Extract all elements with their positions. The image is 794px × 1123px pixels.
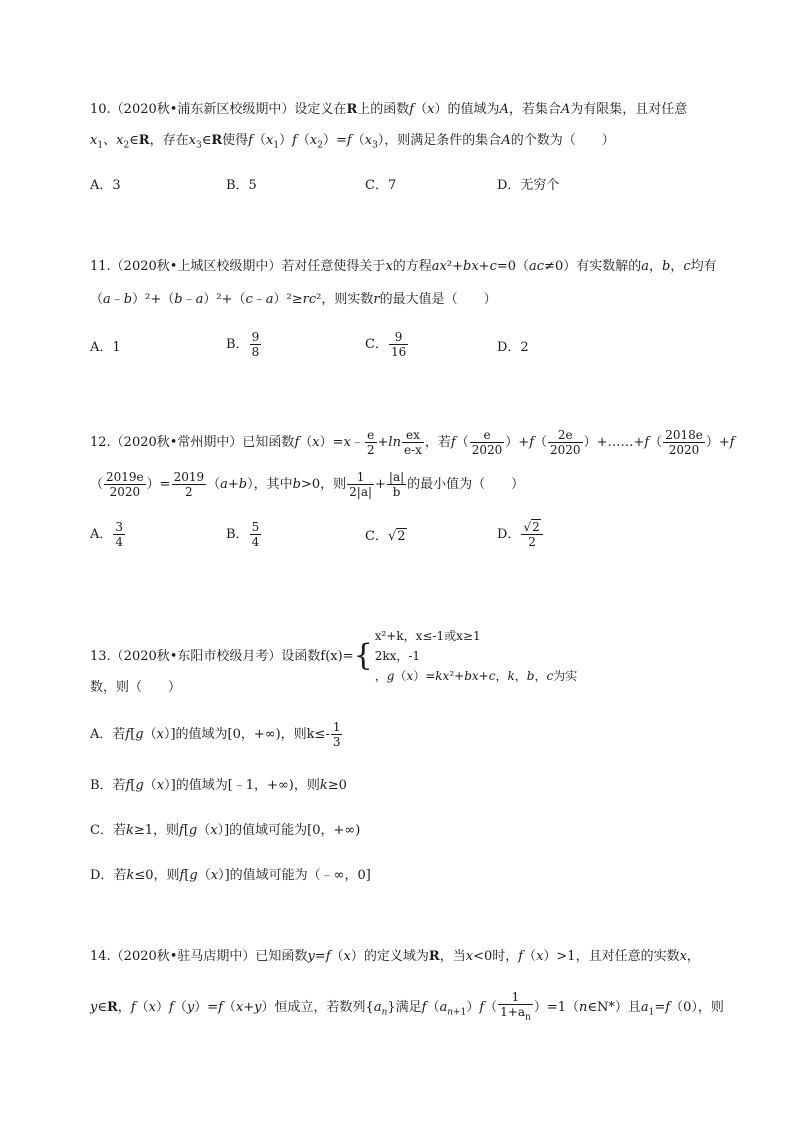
q10-line2: $x_1$、$x_2\in R$，存在$x_3\in R$使得$f(x_1)f(x_2)=f(x_3)$，则满足条件的集合A的个数为（ ） xyxy=(90,133,615,151)
q13-option-d: D．若k≤0，则f[g（x）]的值域可能为（﹣∞，0] xyxy=(90,868,371,883)
q13-option-c: C．若k≥1，则f[g（x）]的值域可能为[0，+∞) xyxy=(90,823,361,838)
q13-line2: 数，则（ ） xyxy=(90,680,182,695)
q12-option-d: D． $\frac{√2}{2}$ xyxy=(497,520,544,549)
q11-option-d: D．2 xyxy=(497,340,529,355)
q13-line1: 13.（2020秋•东阳市校级月考）设函数f(x)={ x²+k，x≤-1或x≥1 2kx，-1 ，g（x）=kx²+bx+c，k，b，c为实 xyxy=(90,629,578,683)
q14-line1: 14.（2020秋•驻马店期中）已知函数y=f（x）的定义域为R，当x<0时，f（x）>1，且对任意的实数x， xyxy=(90,949,700,964)
q10-option-b: B．5 xyxy=(226,178,257,193)
q14-line2: y∈R，f（x）f（y）=f（x+y）恒成立，若数列$\{a_n\}$满足$f(a_{n+1})f$（ $\frac{1}{1+a_n}$ ）=1（n∈N*）且$a_1=f(0)$，则 xyxy=(90,990,724,1023)
q10-option-d: D．无穷个 xyxy=(497,178,560,193)
q11-line1: 11.（2020秋•上城区校级期中）若对任意使得关于x的方程ax²+bx+c=0（ac≠0）有实数解的a，b，c均有 xyxy=(90,259,717,274)
q10-option-a: A．3 xyxy=(90,178,121,193)
q12-option-b: B． $\frac{5}{4}$ xyxy=(226,520,260,549)
q10-option-c: C．7 xyxy=(365,178,397,193)
q11-option-a: A．1 xyxy=(90,340,121,355)
q12-option-a: A． $\frac{3}{4}$ xyxy=(90,520,124,549)
q13-option-b: B．若f[g（x）]的值域为[﹣1，+∞)，则k≥0 xyxy=(90,778,347,793)
q13-option-a: A．若f[g（x）]的值域为[0，+∞)，则k≤- $\frac{1}{3}$ xyxy=(90,720,341,749)
q11-option-c: C． $\frac{9}{16}$ xyxy=(365,330,407,359)
q10-line1-text: 10.（2020秋•浦东新区校级期中）设定义在R上的函数f（x）的值域为A，若集合A为有限集，且对任意 xyxy=(90,102,688,117)
q11-line2: （a﹣b）²+（b﹣a）²+（c﹣a）²≥rc²，则实数r的最大值是（ ） xyxy=(90,292,497,307)
q12-line1: 12.（2020秋•常州期中）已知函数f（x）=x﹣ $\frac{e}{2}$ +ln $\frac{ex}{e-x}$ ，若f（ $\frac{e}{2020}$ ）+f（ $\frac{2e}{2020}$ ）+……+f（ $\frac{2018e}{2020}$ ）+f xyxy=(90,428,735,457)
q11-option-b: B． $\frac{9}{8}$ xyxy=(226,330,260,359)
q10-line1 xyxy=(90,100,687,120)
q12-line2: （ $\frac{2019e}{2020}$ ）= $\frac{2019}{2}$ （a+b），其中b>0，则 $\frac{1}{2|a|}$ + $\frac{|a|}{b}$ 的最小值为（ ） xyxy=(90,470,525,499)
q12-option-c: C．√2 xyxy=(365,529,406,544)
